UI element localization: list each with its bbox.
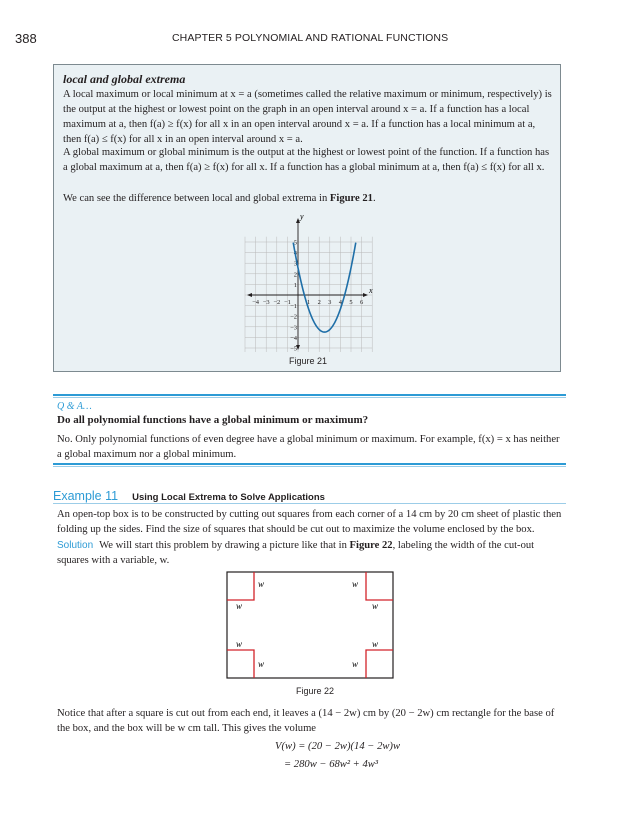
figure-22-link[interactable]: Figure 22: [349, 540, 393, 551]
example-title: Using Local Extrema to Solve Applications: [132, 492, 325, 503]
w-label-br-bottom: w: [352, 659, 359, 669]
qa-rule-bottom: [53, 463, 566, 465]
y-tick-label: 5: [293, 239, 297, 247]
x-tick-label: 2: [317, 299, 321, 306]
solution-text: We will start this problem by drawing a picture like that in: [99, 540, 350, 551]
definition-global-extrema: A global maximum or global minimum is the output at the highest or lowest point of the function. If a function has a global maximum at a, then f(a) ≥ f(x) for all x. If a function has a global minimum at a, then f(a) ≤ f(x) for all x.: [63, 147, 550, 173]
definition-local-extrema: A local maximum or local minimum at x = a (sometimes called the relative maximum or minimum, respectively) is the output at the highest or lowest point on the graph in an open interval around x = a. If a function has a local maximum at a, then f(a) ≥ f(x) for all x in an open interval around x = a. If a function has a local minimum at a, then f(a) ≤ f(x) for all x in an open interval around x = a.: [63, 89, 552, 145]
y-tick-label: −3: [290, 324, 297, 332]
x-tick-label: 6: [359, 299, 364, 306]
y-tick-label: 2: [293, 271, 297, 279]
x-tick-label: −3: [262, 299, 270, 306]
figure-22-diagram: [226, 571, 394, 679]
figure-21-link[interactable]: Figure 21: [329, 193, 373, 204]
qa-rule-top: [53, 394, 566, 396]
qa-answer: No. Only polynomial functions of even degree have a global minimum or maximum. For example, f(x) = x has neither a global maximum nor a global minimum.: [57, 434, 560, 460]
y-tick-label: 3: [293, 260, 297, 268]
x-tick-label: −2: [273, 299, 281, 306]
y-tick-label: −1: [290, 303, 297, 311]
example-rule: [53, 503, 566, 504]
figure-21-caption: Figure 21: [288, 356, 328, 366]
w-label-bl-bottom: w: [258, 659, 265, 669]
qa-rule-bottom-thin: [53, 466, 566, 467]
w-label-tl-side: w: [236, 601, 243, 611]
x-tick-label: −4: [252, 299, 260, 306]
x-tick-label: −1: [283, 299, 291, 306]
qa-question: Do all polynomial functions have a global minimum or maximum?: [57, 414, 369, 426]
x-tick-label: 3: [328, 299, 332, 306]
y-tick-label: 4: [293, 250, 297, 258]
running-header: [172, 32, 448, 44]
solution-text-suffix: , labeling the width of the cut-out squares with a variable, w.: [57, 540, 535, 566]
definition-title: local and global extrema: [63, 72, 186, 86]
example-problem: An open-top box is to be constructed by cutting out squares from each corner of a 14 cm by 20 cm sheet of plastic then folding up the sides. Find the size of squares that should be cut out to maximize the volume enclosed by the box.: [57, 509, 562, 535]
w-label-br-side: w: [372, 639, 379, 649]
definition-box: [53, 64, 561, 372]
y-tick-label: −2: [290, 313, 297, 321]
chapter-title: POLYNOMIAL AND RATIONAL FUNCTIONS: [234, 32, 449, 44]
volume-explanation: Notice that after a square is cut out from each end, it leaves a (14 − 2w) cm by (20 − 2w) cm rectangle for the base of the box, and the box will be w cm tall. This gives the volume: [57, 708, 555, 734]
plastic-sheet: [227, 572, 393, 678]
x-axis-label: x: [369, 286, 373, 295]
ref-suffix: .: [372, 193, 376, 204]
w-label-tr-top: w: [352, 579, 359, 589]
x-tick-label: 1: [306, 299, 311, 306]
ref-text: We can see the difference between local and global extrema in: [63, 193, 330, 204]
example-solution: [57, 538, 562, 568]
parabola-curve: [293, 243, 356, 332]
w-label-tr-side: w: [372, 601, 379, 611]
chapter-number: CHAPTER 5: [172, 32, 232, 44]
qa-label: Q & A…: [57, 401, 92, 412]
x-axis-arrow-left: [247, 293, 252, 297]
figure-22-caption: Figure 22: [295, 686, 335, 696]
qa-rule-top-thin: [53, 397, 566, 398]
figure-21-graph: [244, 212, 374, 352]
solution-label: Solution: [57, 540, 94, 551]
x-tick-label: 5: [349, 299, 353, 306]
volume-equation-line2: = 280w − 68w² + 4w³: [284, 759, 379, 770]
page-number: 388: [15, 31, 37, 46]
y-tick-label: −4: [290, 334, 297, 342]
volume-equation-line1: V(w) = (20 − 2w)(14 − 2w)w: [275, 741, 401, 752]
x-axis-arrow-right: [363, 293, 368, 297]
axis-tick-labels: [252, 240, 364, 353]
definition-figure-reference: [63, 191, 554, 206]
y-axis-label: y: [300, 212, 304, 221]
y-tick-label: −5: [290, 345, 297, 352]
w-label-tl-top: w: [258, 579, 265, 589]
x-tick-label: 4: [338, 299, 343, 306]
y-tick-label: 1: [293, 281, 297, 289]
example-number: Example 11: [53, 489, 119, 503]
w-label-bl-side: w: [236, 639, 243, 649]
